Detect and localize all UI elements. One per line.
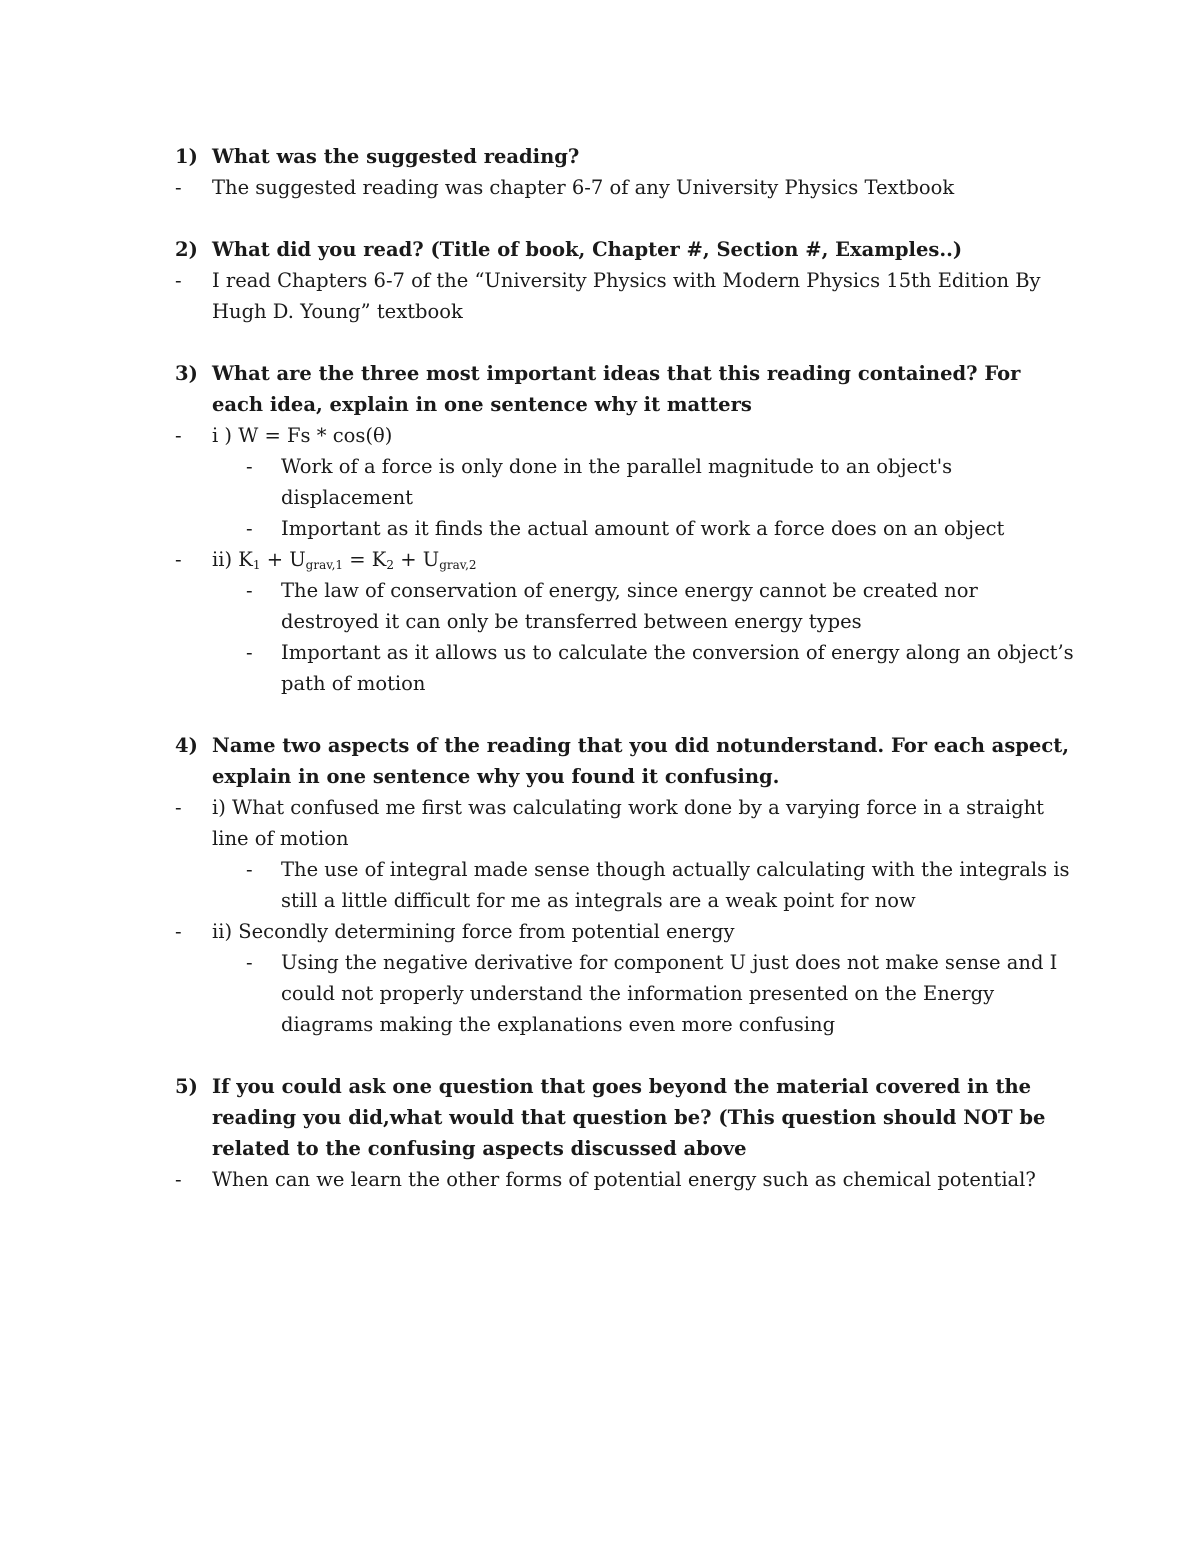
answer-item <box>175 265 1075 327</box>
bullet-dash: - <box>175 176 182 199</box>
bullet-dash: - <box>246 517 253 540</box>
answer-item <box>175 172 1075 203</box>
bullet-dash: - <box>246 858 253 881</box>
formula-subscript: grav,1 <box>305 558 344 572</box>
question-number: 3) <box>175 362 198 385</box>
idea-note <box>246 451 1075 513</box>
idea-formula: i ) W = Fs * cos(θ) <box>212 424 393 447</box>
formula-subscript: 2 <box>386 558 395 572</box>
bullet-dash: - <box>175 920 182 943</box>
aspect-item-1 <box>175 792 1075 854</box>
idea-note <box>246 575 1075 637</box>
question-number: 2) <box>175 238 198 261</box>
question-text: Name two aspects of the reading that you did notunderstand. For each aspect, explain in one sentence why you found it confusing. <box>212 734 1070 788</box>
answer-text: The suggested reading was chapter 6-7 of any University Physics Textbook <box>212 176 955 199</box>
answer-text: I read Chapters 6-7 of the “University Physics with Modern Physics 15th Edition By Hugh D. Young” textbook <box>212 269 1041 323</box>
note-text: The law of conservation of energy, since energy cannot be created nor destroyed it can only be transferred between energy types <box>281 579 978 633</box>
idea-item-1 <box>175 420 1075 451</box>
bullet-dash: - <box>246 455 253 478</box>
question-text: If you could ask one question that goes beyond the material covered in the reading you did,what would that question be? (This question should NOT be related to the confusing aspects discussed above <box>212 1075 1046 1160</box>
question-1 <box>175 141 1075 172</box>
question-4 <box>175 730 1075 792</box>
idea-note <box>246 637 1075 699</box>
formula-subscript: grav,2 <box>439 558 477 572</box>
idea-item-2 <box>175 544 1075 575</box>
note-text: Work of a force is only done in the parallel magnitude to an object's displacement <box>281 455 953 509</box>
question-5 <box>175 1071 1075 1164</box>
formula-subscript: 1 <box>252 558 261 572</box>
bullet-dash: - <box>175 1168 182 1191</box>
aspect-note <box>246 854 1075 916</box>
answer-text: When can we learn the other forms of potential energy such as chemical potential? <box>212 1168 1036 1191</box>
bullet-dash: - <box>175 269 182 292</box>
formula-part: + U <box>394 548 440 571</box>
question-text: What did you read? (Title of book, Chapter #, Section #, Examples..) <box>212 238 963 261</box>
formula-part: ii) K <box>212 548 253 571</box>
question-2 <box>175 234 1075 265</box>
question-number: 4) <box>175 734 198 757</box>
bullet-dash: - <box>246 951 253 974</box>
aspect-text: i) What confused me first was calculating work done by a varying force in a straight line of motion <box>212 796 1045 850</box>
question-text: What was the suggested reading? <box>212 145 580 168</box>
note-text: Important as it finds the actual amount of work a force does on an object <box>281 517 1005 540</box>
bullet-dash: - <box>175 548 182 571</box>
bullet-dash: - <box>246 641 253 664</box>
idea-formula <box>212 544 1075 575</box>
formula-part: = K <box>343 548 387 571</box>
question-number: 5) <box>175 1075 198 1098</box>
aspect-text: ii) Secondly determining force from potential energy <box>212 920 735 943</box>
aspect-note <box>246 947 1075 1040</box>
question-text: What are the three most important ideas that this reading contained? For each idea, explain in one sentence why it matters <box>212 362 1021 416</box>
idea-note <box>246 513 1075 544</box>
note-text: Important as it allows us to calculate the conversion of energy along an object’s path of motion <box>281 641 1074 695</box>
questionnaire <box>175 141 1075 1195</box>
bullet-dash: - <box>175 424 182 447</box>
note-text: Using the negative derivative for component U just does not make sense and I could not properly understand the information presented on the Energy diagrams making the explanations even more confusing <box>281 951 1058 1036</box>
answer-item <box>175 1164 1075 1195</box>
aspect-item-2 <box>175 916 1075 947</box>
bullet-dash: - <box>246 579 253 602</box>
question-3 <box>175 358 1075 420</box>
formula-part: + U <box>260 548 306 571</box>
question-number: 1) <box>175 145 198 168</box>
note-text: The use of integral made sense though actually calculating with the integrals is still a little difficult for me as integrals are a weak point for now <box>281 858 1070 912</box>
bullet-dash: - <box>175 796 182 819</box>
